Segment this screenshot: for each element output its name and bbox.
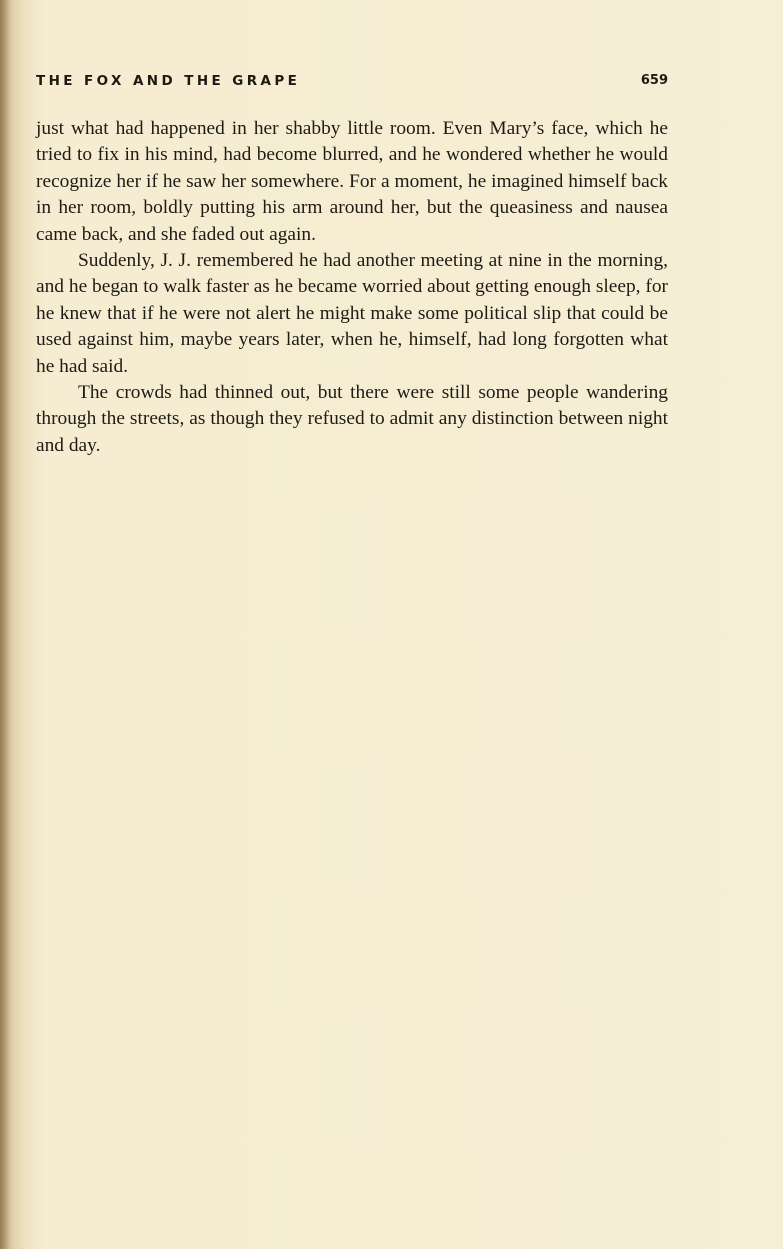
paragraph-3: The crowds had thinned out, but there were still some people wandering through the streets, as though they refused to admit any distinction between night and day. xyxy=(36,382,668,456)
page-number: 659 xyxy=(640,73,668,88)
body-text xyxy=(36,116,668,459)
paragraph-2: Suddenly, J. J. remembered he had another meeting at nine in the morning, and he began to walk faster as he became worried about getting enough sleep, for he knew that if he were not alert he might make some political slip that could be used against him, maybe years later, when he, himself, had long forgotten what he had said. xyxy=(36,250,668,377)
paragraph-1: just what had happened in her shabby little room. Even Mary’s face, which he tried to fix in his mind, had become blurred, and he wondered whether he would recognize her if he saw her somewhere. For a moment, he imagined himself back in her room, boldly putting his arm around her, but the queasiness and nausea came back, and she faded out again. xyxy=(36,118,668,245)
spine-shadow xyxy=(0,0,10,1249)
running-head: THE FOX AND THE GRAPE xyxy=(36,73,301,89)
